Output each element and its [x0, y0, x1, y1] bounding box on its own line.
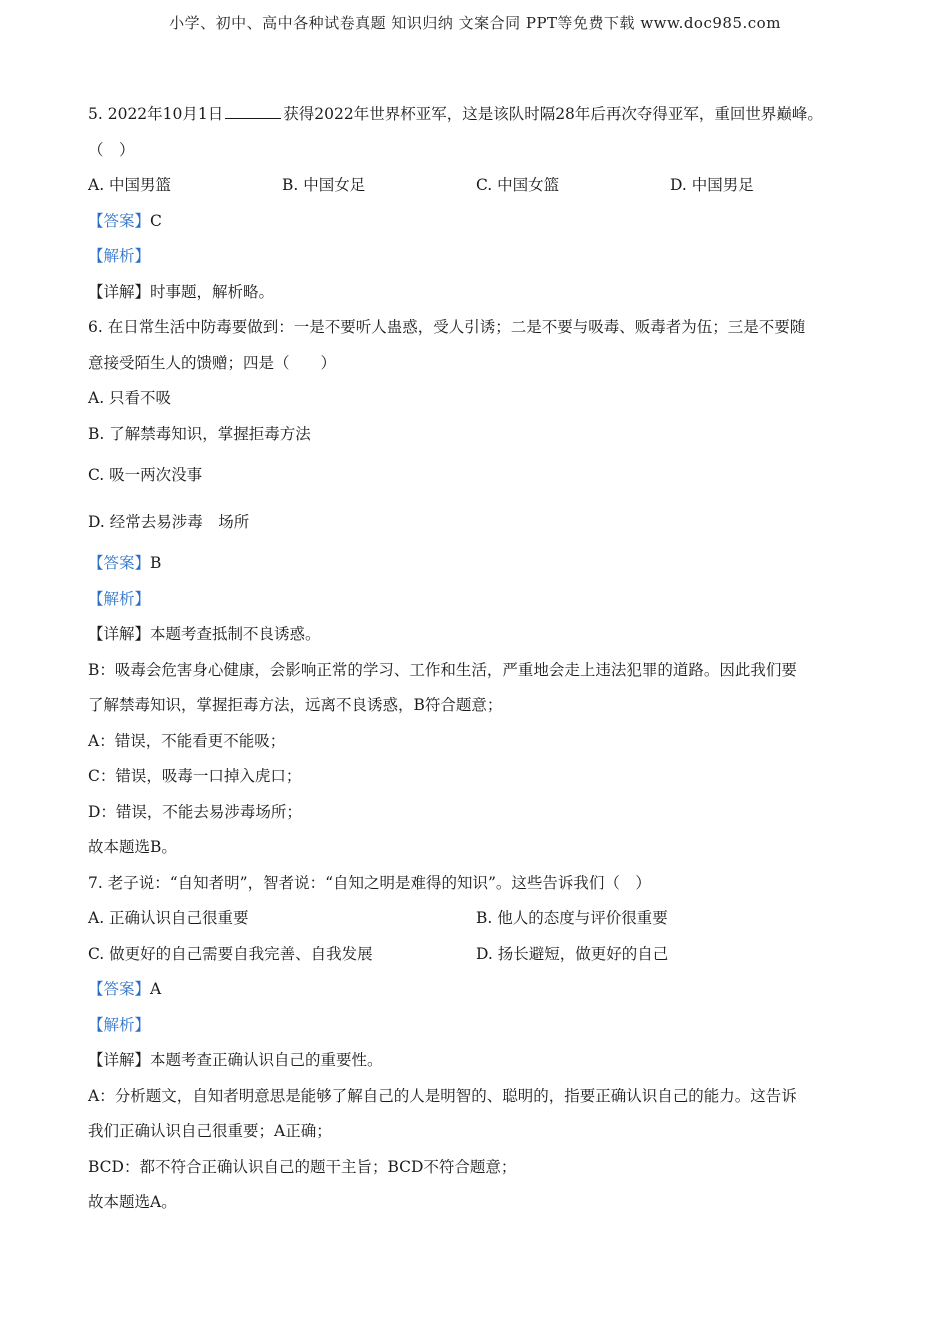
- question-5-options: [88, 168, 888, 204]
- answer-value: B: [150, 554, 162, 572]
- option-b: B. 中国女足: [282, 176, 366, 194]
- question-5-stem: [88, 97, 888, 133]
- option-c: C. 做更好的自己需要自我完善、自我发展: [88, 944, 373, 963]
- question-6-answer: [88, 546, 888, 582]
- detail-text: 时事题，解析略。: [150, 282, 275, 301]
- question-7-options-row-2: [88, 937, 888, 973]
- question-6-option-d: D. 经常去易涉毒 场所: [88, 513, 250, 531]
- question-7-explanation-line: 故本题选A。: [88, 1193, 177, 1211]
- question-7-detail: [88, 1043, 888, 1079]
- detail-tag: 【详解】: [88, 282, 151, 301]
- detail-text: 本题考查抵制不良诱惑。: [150, 625, 321, 643]
- question-6-stem-line-1: 6. 在日常生活中防毒要做到：一是不要听人蛊惑，受人引诱；二是不要与吸毒、贩毒者为伍；三是不要随: [88, 318, 806, 336]
- page-header: 小学、初中、高中各种试卷真题 知识归纳 文案合同 PPT等免费下载 www.doc985.com: [169, 14, 781, 32]
- question-5-analysis-tag: 【解析】: [88, 247, 151, 265]
- detail-tag: 【详解】: [88, 1051, 151, 1069]
- question-6-explanation-line: D：错误，不能去易涉毒场所；: [88, 802, 302, 821]
- question-7-explanation-line: A：分析题文，自知者明意思是能够了解自己的人是明智的、聪明的，指要正确认识自己的能力。这告诉: [88, 1086, 797, 1105]
- option-d: D. 中国男足: [670, 176, 754, 194]
- answer-value: C: [150, 211, 162, 230]
- question-6-detail: [88, 617, 888, 653]
- question-7-analysis-tag: 【解析】: [88, 1015, 151, 1034]
- question-5-answer: [88, 204, 888, 240]
- question-6-explanation-line: A：错误，不能看更不能吸；: [88, 731, 286, 750]
- question-6-analysis-tag: 【解析】: [88, 589, 151, 608]
- question-5-stem-after: 获得2022年世界杯亚军，这是该队时隔28年后再次夺得亚军，重回世界巅峰。: [283, 105, 823, 123]
- question-6-option-c: C. 吸一两次没事: [88, 466, 203, 484]
- question-5-paren: （ ）: [88, 140, 135, 159]
- question-6-option-b: B. 了解禁毒知识，掌握拒毒方法: [88, 424, 311, 443]
- answer-tag: 【答案】: [88, 211, 151, 230]
- answer-tag: 【答案】: [88, 980, 151, 998]
- option-a: A. 中国男篮: [88, 176, 172, 194]
- question-7-answer: [88, 972, 888, 1008]
- detail-tag: 【详解】: [88, 625, 151, 643]
- question-6-explanation-line: 故本题选B。: [88, 838, 177, 856]
- question-6-explanation-line: B：吸毒会危害身心健康，会影响正常的学习、工作和生活，严重地会走上违法犯罪的道路。因此我们要: [88, 660, 797, 679]
- question-6-explanation-line: 了解禁毒知识，掌握拒毒方法，远离不良诱惑，B符合题意；: [88, 696, 503, 714]
- answer-blank: [225, 104, 281, 119]
- question-7-explanation-line: BCD：都不符合正确认识自己的题干主旨；BCD不符合题意；: [88, 1157, 517, 1176]
- question-7-explanation-line: 我们正确认识自己很重要；A正确；: [88, 1122, 332, 1140]
- answer-tag: 【答案】: [88, 554, 151, 572]
- answer-value: A: [150, 980, 162, 998]
- option-c: C. 中国女篮: [476, 176, 560, 194]
- option-a: A. 正确认识自己很重要: [88, 909, 249, 927]
- question-7-stem: 7. 老子说：“自知者明”，智者说：“自知之明是难得的知识”。这些告诉我们（ ）: [88, 873, 651, 892]
- question-7-options-row-1: [88, 901, 888, 937]
- option-b: B. 他人的态度与评价很重要: [476, 909, 668, 927]
- question-6-option-a: A. 只看不吸: [88, 389, 172, 407]
- detail-text: 本题考查正确认识自己的重要性。: [150, 1051, 383, 1069]
- question-6-stem-line-2: 意接受陌生人的馈赠；四是（ ）: [88, 353, 337, 372]
- document-body: [88, 97, 888, 1221]
- option-d: D. 扬长避短，做更好的自己: [476, 944, 669, 963]
- question-5-detail: [88, 275, 888, 311]
- question-5-stem-before: 5. 2022年10月1日: [88, 105, 224, 123]
- question-6-explanation-line: C：错误，吸毒一口掉入虎口；: [88, 767, 302, 785]
